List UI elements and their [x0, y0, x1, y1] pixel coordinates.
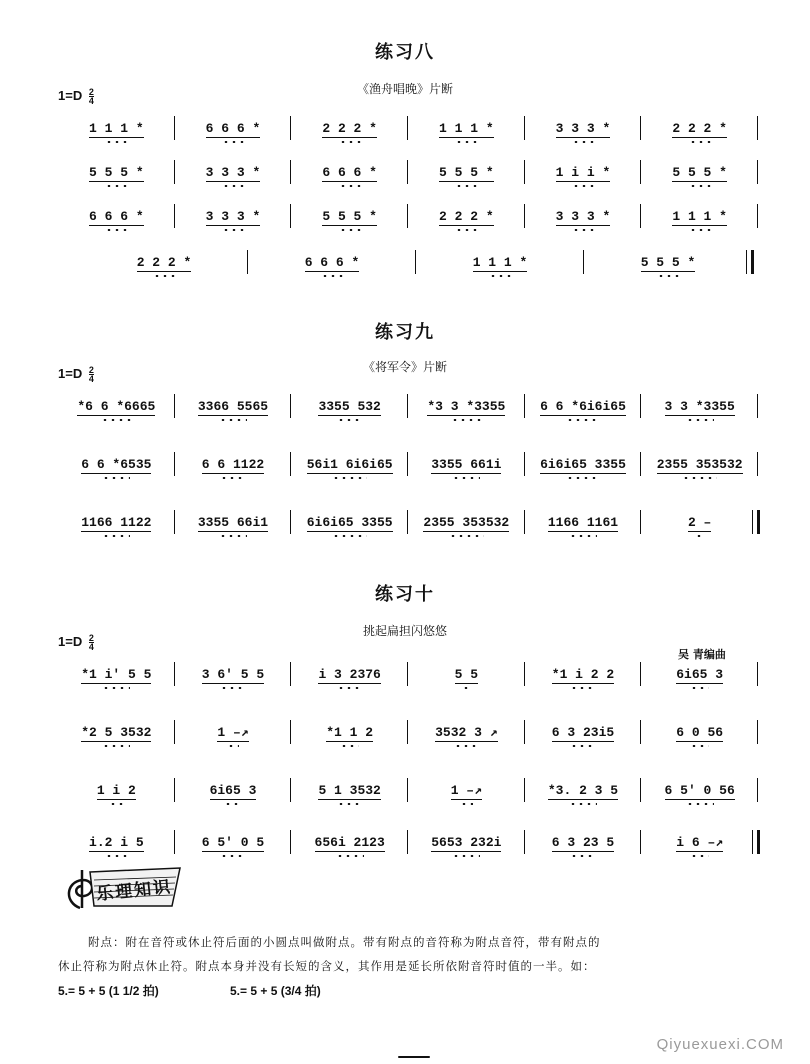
measure-notes: 6 3 23 5: [551, 834, 615, 850]
measure-notes: 6 0 56: [676, 724, 724, 740]
measure-notes: 2 –: [687, 514, 712, 530]
measure-notes: 6 6 *6535: [81, 456, 152, 472]
score-row: [58, 202, 758, 230]
measure: [408, 508, 525, 536]
score-row: [58, 718, 758, 746]
measure: [525, 450, 642, 478]
time-bottom: 4: [88, 374, 94, 385]
measure-notes: 2 2 2 *: [439, 208, 494, 224]
measure: [291, 718, 408, 746]
barline: [757, 452, 758, 476]
measure-notes: 6 6 1122: [201, 456, 265, 472]
measure-notes: 5653 232i: [431, 834, 502, 850]
final-barline-inner: [752, 510, 753, 534]
measure-notes: i 6 –↗: [676, 834, 724, 850]
measure: [80, 248, 248, 276]
measure: [408, 828, 525, 856]
dotted-note-formula: 5.= 5 + 5 (3/4 拍): [230, 984, 321, 998]
measure-notes: 1166 1161: [547, 514, 619, 530]
time-top: 2: [88, 87, 94, 98]
measure-notes: 1 –↗: [450, 782, 482, 798]
score-row: [58, 248, 758, 276]
measure: [175, 718, 292, 746]
measure: [58, 660, 175, 688]
measure: [641, 718, 758, 746]
section-title: 练习八: [375, 42, 435, 63]
measure: [525, 202, 642, 230]
measure-notes: *3 3 *3355: [427, 398, 506, 414]
measure: [291, 392, 408, 420]
measure-notes: 3532 3 ↗: [435, 724, 498, 740]
measure: [175, 392, 292, 420]
measure-notes: 6 5' 0 56: [664, 782, 735, 798]
score-row: [58, 508, 758, 536]
measure: [641, 508, 758, 536]
measure-notes: i.2 i 5: [89, 834, 144, 850]
measure-notes: 3 3 3 *: [555, 120, 611, 136]
measure-notes: 1 1 1 *: [89, 120, 144, 136]
measure-notes: 6 3 23i5: [551, 724, 615, 740]
composer-credit: 吴 青编曲: [678, 648, 726, 661]
barline: [757, 160, 758, 184]
measure-notes: 5 5 5 *: [672, 164, 727, 180]
barline: [757, 394, 758, 418]
measure-notes: 1 –↗: [217, 724, 249, 740]
measure-notes: 2355 353532: [656, 456, 743, 472]
measure: [525, 114, 642, 142]
final-barline-inner: [746, 250, 747, 274]
barline: [757, 116, 758, 140]
measure: [408, 392, 525, 420]
measure-notes: 3 3 3 *: [205, 164, 261, 180]
measure-notes: 56i1 6i6i65: [306, 456, 393, 472]
measure-notes: 2 2 2 *: [322, 120, 377, 136]
piece-title: 《渔舟唱晚》片断: [356, 82, 453, 96]
measure: [291, 114, 408, 142]
measure: [175, 776, 292, 804]
theory-line: 休止符称为附点休止符。附点本身并没有长短的含义，其作用是延长所依附音符时值的一半。如：: [58, 959, 596, 973]
measure: [525, 718, 642, 746]
score-row: [58, 392, 758, 420]
measure: [584, 248, 752, 276]
measure: [291, 776, 408, 804]
measure-notes: 5 5 5 *: [89, 164, 144, 180]
barline: [757, 662, 758, 686]
barline: [757, 204, 758, 228]
measure-notes: 1 1 1 *: [439, 120, 494, 136]
measure: [408, 718, 525, 746]
measure-notes: 6 5' 0 5: [201, 834, 265, 850]
measure: [641, 392, 758, 420]
measure: [408, 450, 525, 478]
measure: [58, 450, 175, 478]
key-text: 1=D: [58, 366, 83, 381]
measure: [175, 828, 292, 856]
measure: [175, 114, 292, 142]
watermark: Qiyuexuexi.COM: [656, 1036, 784, 1053]
measure-notes: 1 i i *: [555, 164, 611, 180]
measure-notes: 656i 2123: [314, 834, 385, 850]
measure: [175, 508, 292, 536]
measure: [641, 202, 758, 230]
measure-notes: *2 5 3532: [81, 724, 152, 740]
piece-title: 挑起扁担闪悠悠: [362, 624, 447, 638]
final-barline: [757, 830, 760, 854]
measure: [408, 158, 525, 186]
measure: [525, 392, 642, 420]
time-top: 2: [88, 633, 94, 644]
measure-notes: 1166 1122: [81, 514, 152, 530]
measure-notes: 6i65 3: [676, 666, 724, 682]
key-text: 1=D: [58, 634, 83, 649]
measure: [175, 660, 292, 688]
measure: [525, 776, 642, 804]
measure-notes: *3. 2 3 5: [547, 782, 619, 798]
measure: [58, 718, 175, 746]
dotted-note-formula: 5.= 5 + 5 (1 1/2 拍): [58, 984, 159, 998]
measure-notes: 3 3 3 *: [555, 208, 611, 224]
section-title: 练习十: [375, 584, 435, 605]
time-top: 2: [88, 365, 94, 376]
measure-notes: 6i6i65 3355: [540, 456, 626, 472]
measure-notes: *6 6 *6665: [77, 398, 156, 414]
measure-notes: *1 1 2: [326, 724, 374, 740]
measure: [58, 158, 175, 186]
measure: [58, 392, 175, 420]
measure-notes: 1 1 1 *: [472, 254, 528, 270]
piece-title: 《将军令》片断: [362, 360, 447, 374]
time-bottom: 4: [88, 96, 94, 107]
measure-notes: 1 1 1 *: [672, 208, 727, 224]
measure: [291, 828, 408, 856]
measure: [641, 776, 758, 804]
measure-notes: 5 5 5 *: [439, 164, 494, 180]
score-row: [58, 114, 758, 142]
score-row: [58, 158, 758, 186]
theory-line: 附点：附在音符或休止符后面的小圆点叫做附点。带有附点的音符称为附点音符，带有附点的: [88, 935, 601, 949]
measure: [641, 158, 758, 186]
measure-notes: 2 2 2 *: [672, 120, 727, 136]
measure-notes: *1 i 2 2: [551, 666, 615, 682]
measure: [175, 158, 292, 186]
measure: [58, 776, 175, 804]
measure-notes: 5 1 3532: [318, 782, 381, 798]
measure-notes: 6 6 6 *: [322, 164, 377, 180]
page-mark: [398, 1056, 430, 1058]
measure-notes: 3355 532: [318, 398, 381, 414]
measure: [58, 508, 175, 536]
measure-notes: 1 i 2: [96, 782, 136, 798]
section-title: 练习九: [375, 322, 435, 343]
measure: [525, 158, 642, 186]
measure: [641, 450, 758, 478]
measure-notes: 3355 661i: [431, 456, 502, 472]
barline: [757, 778, 758, 802]
measure: [291, 450, 408, 478]
measure-notes: 3355 66i1: [197, 514, 269, 530]
measure: [525, 508, 642, 536]
measure: [175, 450, 292, 478]
final-barline-inner: [752, 830, 753, 854]
measure: [525, 828, 642, 856]
measure: [291, 508, 408, 536]
measure-notes: 2355 353532: [423, 514, 510, 530]
final-barline: [757, 510, 760, 534]
measure: [641, 660, 758, 688]
measure-notes: 3 3 *3355: [664, 398, 735, 414]
measure-notes: 5 5 5 *: [322, 208, 377, 224]
theory-paragraph: [58, 930, 768, 978]
score-row: [58, 828, 758, 856]
measure-notes: 5 5: [454, 666, 479, 682]
measure: [408, 114, 525, 142]
measure-notes: 3 3 3 *: [205, 208, 261, 224]
measure: [416, 248, 584, 276]
measure-notes: i 3 2376: [318, 666, 381, 682]
measure-notes: 6i65 3: [209, 782, 257, 798]
measure-notes: 2 2 2 *: [136, 254, 192, 270]
score-row: [58, 660, 758, 688]
measure: [525, 660, 642, 688]
final-barline: [751, 250, 754, 274]
measure: [175, 202, 292, 230]
measure-notes: 5 5 5 *: [640, 254, 696, 270]
measure: [291, 660, 408, 688]
measure: [408, 776, 525, 804]
measure-notes: 6i6i65 3355: [306, 514, 393, 530]
time-bottom: 4: [88, 642, 94, 653]
measure: [291, 158, 408, 186]
measure-notes: *1 i' 5 5: [81, 666, 152, 682]
measure: [58, 202, 175, 230]
score-row: [58, 776, 758, 804]
measure: [641, 114, 758, 142]
music-theory-logo: [60, 862, 190, 912]
measure: [248, 248, 416, 276]
measure-notes: 6 6 *6i6i65: [540, 398, 626, 414]
measure-notes: 3366 5565: [197, 398, 269, 414]
measure: [408, 202, 525, 230]
measure: [58, 828, 175, 856]
measure: [408, 660, 525, 688]
measure: [58, 114, 175, 142]
measure-notes: 3 6' 5 5: [201, 666, 265, 682]
measure: [291, 202, 408, 230]
logo-text: 乐理知识: [95, 877, 174, 905]
measure-notes: 6 6 6 *: [205, 120, 261, 136]
score-row: [58, 450, 758, 478]
measure: [641, 828, 758, 856]
measure-notes: 6 6 6 *: [304, 254, 360, 270]
measure-notes: 6 6 6 *: [89, 208, 144, 224]
key-text: 1=D: [58, 88, 83, 103]
barline: [757, 720, 758, 744]
